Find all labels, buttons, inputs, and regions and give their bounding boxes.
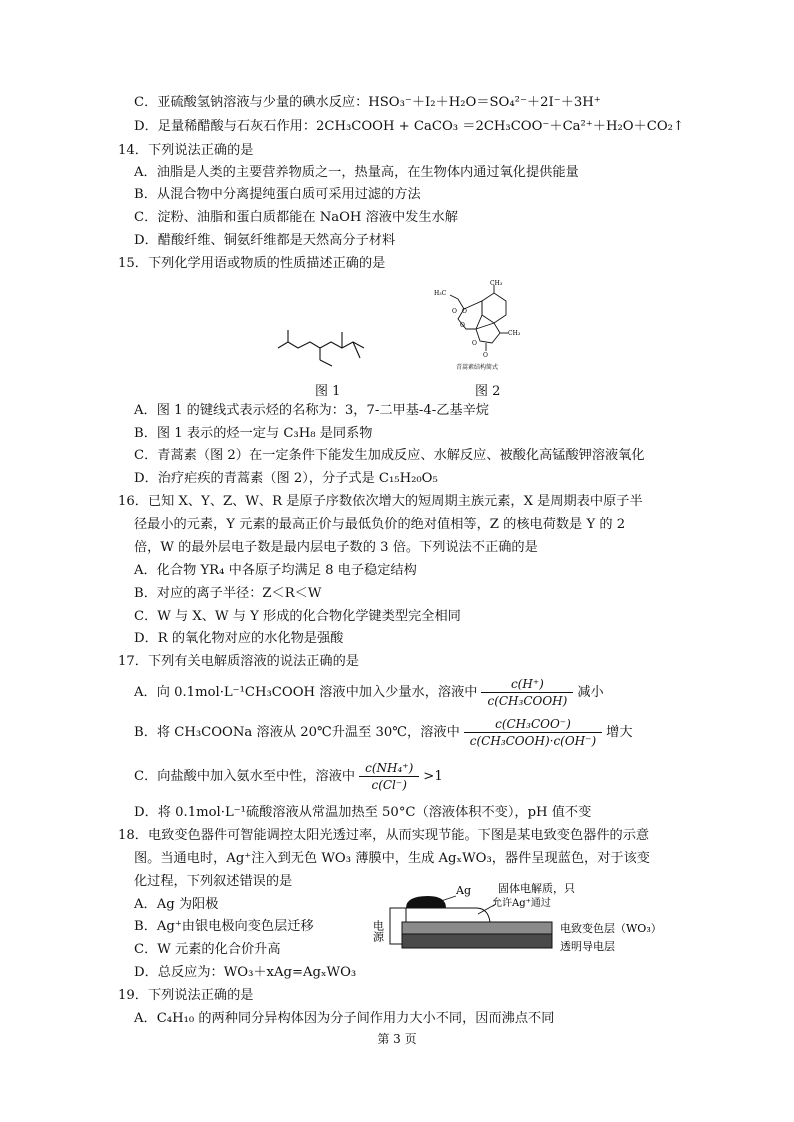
q17-a-text: A．向 0.1mol·L⁻¹CH₃COOH 溶液中加入少量水，溶液中	[134, 685, 478, 700]
q19-option-a: A．C₄H₁₀ 的两种同分异构体因为分子间作用力大小不同，因而沸点不同	[134, 1011, 555, 1026]
q15-option-d: D．治疗疟疾的青蒿素（图 2），分子式是 C₁₅H₂₀O₅	[134, 471, 438, 486]
q18-stem-line-1: 18．电致变色器件可智能调控太阳光透过率，从而实现节能。下图是某电致变色器件的示意	[118, 828, 650, 843]
svg-text:透明导电层: 透明导电层	[560, 940, 615, 953]
q15-option-a: A．图 1 的键线式表示烃的名称为：3，7-二甲基-4-乙基辛烷	[134, 403, 489, 418]
q14-option-a: A．油脂是人类的主要营养物质之一，热量高，在生物体内通过氧化提供能量	[134, 165, 579, 180]
q18-stem-line-3: 化过程，下列叙述错误的是	[134, 874, 293, 889]
svg-text:CH₃: CH₃	[508, 330, 521, 337]
q16-option-b: B．对应的离子半径：Z＜R＜W	[134, 586, 322, 601]
svg-text:固体电解质，只: 固体电解质，只	[498, 882, 575, 895]
q16-option-c: C．W 与 X、W 与 Y 形成的化合物化学键类型完全相同	[134, 609, 461, 624]
q17-c-fraction	[359, 760, 419, 793]
svg-text:O: O	[483, 352, 488, 359]
q15-stem: 15．下列化学用语或物质的性质描述正确的是	[118, 256, 386, 271]
q16-stem-line-3: 倍，W 的最外层电子数是最内层电子数的 3 倍。下列说法不正确的是	[134, 540, 538, 555]
q17-c-denominator: c(Cl⁻)	[371, 778, 407, 792]
q14-option-c: C．淀粉、油脂和蛋白质都能在 NaOH 溶液中发生水解	[134, 210, 458, 225]
q17-c-text: C．向盐酸中加入氨水至中性，溶液中	[134, 769, 356, 784]
svg-text:电致变色层（WO₃）: 电致变色层（WO₃）	[560, 922, 662, 935]
svg-text:H₃C: H₃C	[434, 290, 447, 297]
svg-text:O: O	[460, 322, 465, 329]
q13-option-d: D．足量稀醋酸与石灰石作用：2CH₃COOH + CaCO₃ ＝2CH₃COO⁻＋Ca²⁺＋H₂O＋CO₂↑	[134, 119, 684, 134]
q17-b-suffix: 增大	[606, 725, 633, 740]
svg-text:O: O	[462, 308, 467, 315]
figure-2-caption: 图 2	[475, 384, 501, 399]
svg-text:Ag: Ag	[456, 884, 471, 897]
q18-stem-line-2: 图。当通电时，Ag⁺注入到无色 WO₃ 薄膜中，生成 AgₓWO₃，器件呈现蓝色，对于该变	[134, 851, 650, 866]
q17-b-text: B．将 CH₃COONa 溶液从 20℃升温至 30℃，溶液中	[134, 725, 460, 740]
q17-b-fraction	[464, 716, 602, 749]
q15-option-c: C．青蒿素（图 2）在一定条件下能发生加成反应、水解反应、被酸化高锰酸钾溶液氧化	[134, 448, 645, 463]
q17-a-numerator: c(H⁺)	[481, 676, 573, 693]
q16-stem-line-1: 16．已知 X、Y、Z、W、R 是原子序数依次增大的短周期主族元素，X 是周期表中原子半	[118, 494, 643, 509]
q17-b-numerator: c(CH₃COO⁻)	[464, 716, 602, 733]
q19-stem: 19．下列说法正确的是	[118, 988, 254, 1003]
q18-option-b: B．Ag⁺由银电极向变色层迁移	[134, 919, 314, 934]
q17-b-denominator: c(CH₃COOH)·c(OH⁻)	[469, 734, 597, 748]
q17-a-fraction	[481, 676, 573, 709]
svg-text:CH₃: CH₃	[490, 280, 503, 287]
q17-c-numerator: c(NH₄⁺)	[359, 760, 419, 777]
q16-option-d: D．R 的氧化物对应的水化物是强酸	[134, 631, 344, 646]
q18-option-d: D．总反应为：WO₃＋xAg=AgₓWO₃	[134, 965, 357, 980]
figure-1-caption: 图 1	[315, 384, 341, 399]
figure-2-artemisinin-structure	[430, 277, 530, 372]
q18-option-a: A．Ag 为阳极	[134, 897, 219, 912]
q17-option-a	[134, 676, 604, 710]
electrochromic-device-diagram	[372, 880, 672, 960]
q17-option-c	[134, 760, 443, 794]
q17-a-suffix: 减小	[577, 685, 604, 700]
figure-1-skeletal-formula	[276, 318, 376, 368]
q14-stem: 14．下列说法正确的是	[118, 143, 254, 158]
svg-text:青蒿素结构简式: 青蒿素结构简式	[456, 364, 499, 371]
q16-option-a: A．化合物 YR₄ 中各原子均满足 8 电子稳定结构	[134, 563, 417, 578]
svg-text:O: O	[452, 308, 457, 315]
q13-option-c: C．亚硫酸氢钠溶液与少量的碘水反应：HSO₃⁻＋I₂＋H₂O＝SO₄²⁻＋2I⁻＋3H⁺	[134, 95, 601, 110]
page-number: 第 3 页	[377, 1032, 417, 1046]
svg-text:电源: 电源	[372, 920, 385, 942]
q17-a-denominator: c(CH₃COOH)	[487, 694, 568, 708]
q17-option-d: D．将 0.1mol·L⁻¹硫酸溶液从常温加热至 50°C（溶液体积不变），pH 值不变	[134, 805, 592, 820]
svg-text:O: O	[472, 340, 477, 347]
svg-text:允许Ag⁺通过: 允许Ag⁺通过	[492, 898, 551, 909]
q14-option-b: B．从混合物中分离提纯蛋白质可采用过滤的方法	[134, 187, 421, 202]
q17-option-b	[134, 716, 633, 750]
q17-stem: 17．下列有关电解质溶液的说法正确的是	[118, 654, 359, 669]
q16-stem-line-2: 径最小的元素，Y 元素的最高正价与最低负价的绝对值相等，Z 的核电荷数是 Y 的 2	[134, 517, 626, 532]
q17-c-suffix: >1	[423, 769, 443, 784]
q15-option-b: B．图 1 表示的烃一定与 C₃H₈ 是同系物	[134, 426, 373, 441]
q14-option-d: D．醋酸纤维、铜氨纤维都是天然高分子材料	[134, 233, 396, 248]
q18-option-c: C．W 元素的化合价升高	[134, 942, 281, 957]
